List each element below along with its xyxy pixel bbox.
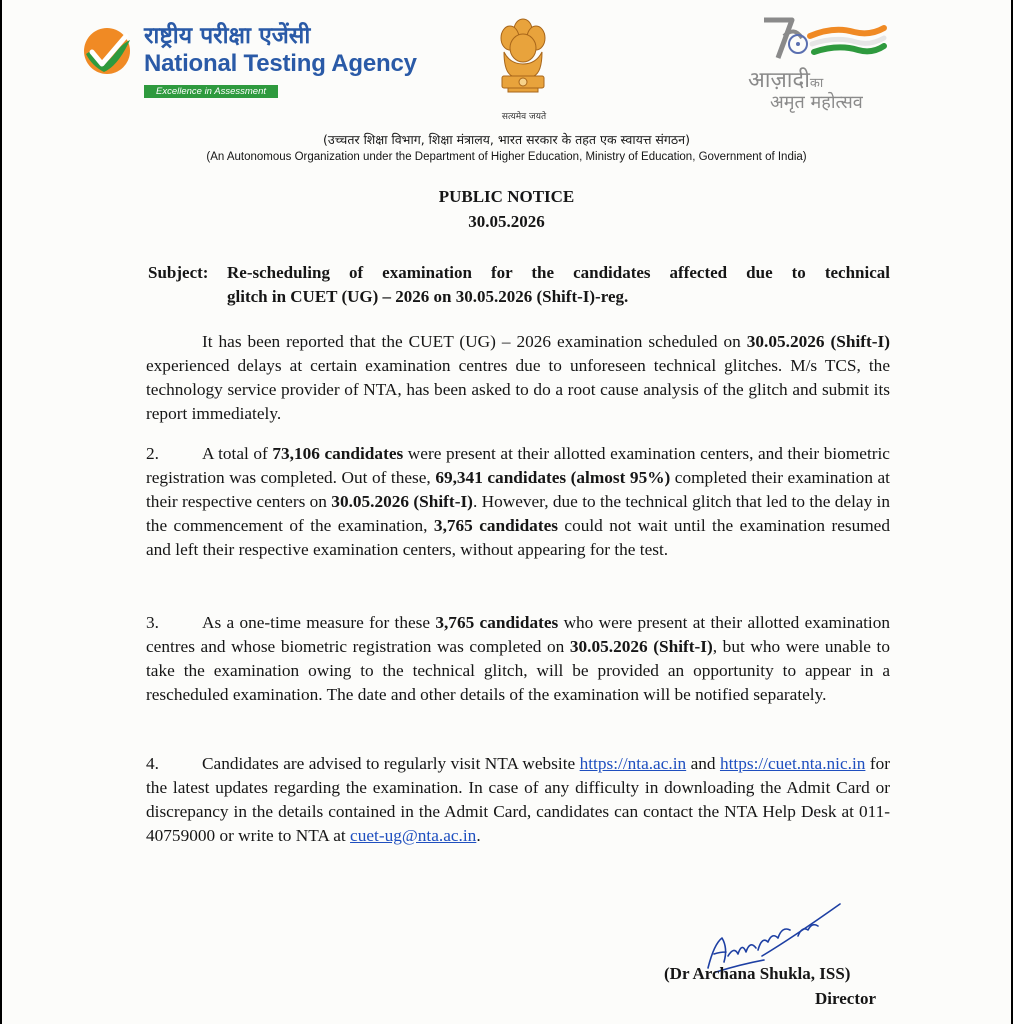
p3-text: who were present at their allotted examination centres and whose biometric registration was completed on (146, 613, 890, 656)
p2-bold: 73,106 candidates (272, 444, 404, 463)
signer-name: (Dr Archana Shukla, ISS) (664, 964, 851, 983)
p2-bold: 30.05.2026 (Shift-I) (331, 492, 473, 511)
p3-bold: 30.05.2026 (Shift-I) (569, 637, 713, 656)
org-description-hindi: (उच्चतर शिक्षा विभाग, शिक्षा मंत्रालय, भारत सरकार के तहत एक स्वायत्त संगठन) (322, 132, 690, 147)
org-description-english: (An Autonomous Organization under the Department of Higher Education, Ministry of Education, Government of India) (206, 151, 807, 163)
nta-name-english: National Testing Agency (144, 50, 417, 77)
national-emblem-icon (496, 14, 550, 108)
p2-text: were present at their allotted examination centers, and their biometric registration was completed. Out of these, (146, 444, 890, 487)
paragraph-2 (146, 442, 890, 562)
nta-logo-icon (82, 22, 132, 80)
p2-bold: 3,765 candidates (433, 516, 558, 535)
p4-text: and (686, 754, 720, 773)
paragraph-3 (146, 611, 890, 707)
p2-text: . However, due to the technical glitch that led to the delay in the commencement of the examination, (146, 492, 890, 535)
p4-text: Candidates are advised to regularly visit NTA website (202, 754, 580, 773)
notice-date: 30.05.2026 (468, 212, 545, 231)
p3-bold: 3,765 candidates (435, 613, 559, 632)
p2-bold: 69,341 candidates (almost 95%) (435, 468, 671, 487)
paragraph-number: 2. (146, 444, 159, 463)
azadi-line2: अमृत महोत्सव (770, 92, 863, 113)
subject-line-2: glitch in CUET (UG) – 2026 on 30.05.2026 (Shift-I)-reg. (227, 287, 629, 306)
subject-block (148, 261, 890, 309)
p1-text: experienced delays at certain examination centres due to unforeseen technical glitches. M/s TCS, the technology service provider of NTA, has been asked to do a root cause analysis of the glitch and submit its report immediately. (146, 356, 890, 423)
azadi-word: आज़ादी (748, 68, 810, 93)
p1-bold: 30.05.2026 (Shift-I) (746, 332, 890, 351)
p2-text: A total of (202, 444, 273, 463)
paragraph-4 (146, 752, 890, 848)
p3-text: , but who were unable to take the examination owing to the technical glitch, will be provided an opportunity to appear in a rescheduled examination. The date and other details of the examination will be notified separately. (146, 637, 890, 704)
paragraph-1 (146, 330, 890, 426)
paragraph-number: 3. (146, 613, 159, 632)
notice-page (2, 0, 1011, 1024)
p1-text: It has been reported that the CUET (UG) – 2026 examination scheduled on (202, 332, 747, 351)
notice-title: PUBLIC NOTICE (438, 187, 575, 206)
p2-text: could not wait until the examination resumed and left their respective examination centers, without appearing for the test. (146, 516, 890, 559)
email-link[interactable]: cuet-ug@nta.ac.in (350, 826, 477, 845)
p3-text: As a one-time measure for these (202, 613, 436, 632)
p4-text: for the latest updates regarding the examination. In case of any difficulty in downloading the Admit Card or discrepancy in the details contained in the Admit Card, candidates can contact the NTA Help Desk at 011-40759000 or write to NTA at (146, 754, 890, 845)
nta-name-hindi: राष्ट्रीय परीक्षा एजेंसी (144, 23, 311, 49)
nta-tagline: Excellence in Assessment (144, 85, 278, 98)
azadi-ka: का (809, 76, 824, 91)
paragraph-number: 4. (146, 754, 159, 773)
nta-website-link[interactable]: https://nta.ac.in (579, 754, 687, 773)
signer-designation: Director (815, 989, 877, 1008)
cuet-website-link[interactable]: https://cuet.nta.nic.in (719, 754, 866, 773)
p2-text: completed their examination at their respective centers on (146, 468, 890, 511)
subject-line-1: Re-scheduling of examination for the candidates affected due to technical (227, 263, 890, 282)
subject-label: Subject: (148, 263, 209, 282)
p4-text: . (476, 826, 481, 845)
emblem-motto: सत्यमेव जयते (501, 112, 547, 122)
